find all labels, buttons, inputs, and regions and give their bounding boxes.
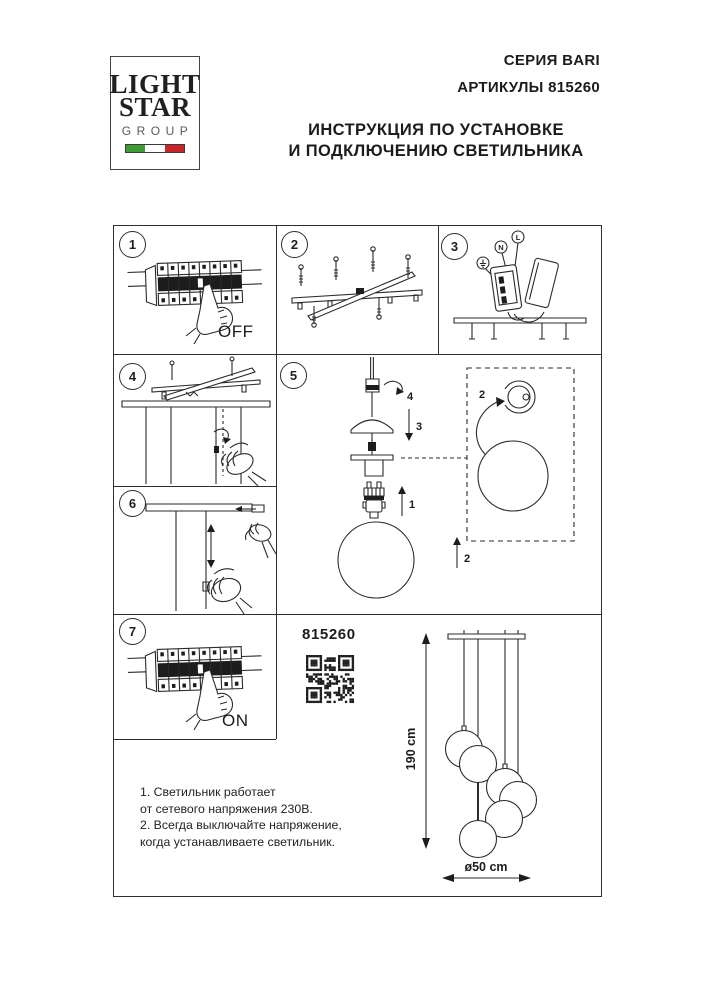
callout-2: 2 — [464, 553, 471, 565]
terminal-n-label: N — [498, 242, 504, 252]
article-number: 815260 — [302, 626, 356, 643]
diameter-dimension-label: ø50 cm — [464, 860, 508, 874]
step-4-badge: 4 — [119, 363, 146, 390]
on-label: ON — [222, 711, 249, 730]
note-line: 2. Всегда выключайте напряжение, — [140, 818, 342, 832]
step-5-badge: 5 — [280, 362, 307, 389]
assembly-illustration — [276, 354, 601, 614]
canopy-mounting-illustration — [114, 354, 276, 486]
step-7-badge: 7 — [119, 618, 146, 645]
note-line: от сетевого напряжения 230В. — [140, 801, 313, 816]
qr-code — [306, 655, 354, 703]
height-dimension-label: 190 cm — [404, 727, 418, 771]
inset-callout-2: 2 — [479, 389, 486, 401]
qr-code-modules — [306, 655, 354, 703]
lightstar-logo — [110, 56, 200, 170]
page-title-line1: ИНСТРУКЦИЯ ПО УСТАНОВКЕ — [308, 121, 564, 139]
series-title: СЕРИЯ BARI — [503, 52, 600, 69]
collar-ring-icon — [498, 381, 535, 413]
articles-title: АРТИКУЛЫ 815260 — [457, 79, 600, 96]
logo-word-star: STAR — [118, 92, 192, 122]
earth-terminal-icon — [477, 257, 489, 269]
hand-icon — [222, 443, 266, 486]
callout-3: 3 — [416, 421, 423, 433]
halogen-bulb-icon — [363, 482, 385, 518]
step-2-badge: 2 — [281, 231, 308, 258]
grid-line — [114, 739, 276, 740]
page-title — [240, 120, 632, 162]
safety-notes — [140, 784, 342, 850]
pendant-dimensions-illustration — [396, 619, 601, 891]
page-title-line2: И ПОДКЛЮЧЕНИЮ СВЕТИЛЬНИКА — [288, 142, 584, 160]
italian-flag-icon — [125, 144, 185, 153]
height-adjustment-illustration — [114, 486, 276, 614]
step-3-badge: 3 — [441, 233, 468, 260]
hand-icon — [203, 569, 252, 614]
note-line: 1. Светильник работает — [140, 785, 276, 799]
instruction-grid — [113, 225, 602, 897]
breaker-on-illustration — [114, 614, 276, 739]
callout-1: 1 — [409, 499, 416, 511]
bracket-illustration — [276, 226, 438, 354]
off-label: OFF — [218, 322, 254, 341]
step-6-badge: 6 — [119, 490, 146, 517]
callout-4: 4 — [407, 391, 414, 403]
terminal-l-label: L — [515, 232, 521, 242]
logo-word-group: GROUP — [121, 124, 194, 138]
logo-word-light: LIGHT — [109, 69, 201, 99]
step-1-badge: 1 — [119, 231, 146, 258]
hand-icon — [246, 522, 277, 558]
wiring-illustration — [438, 226, 601, 354]
note-line: когда устанавливаете светильник. — [140, 834, 336, 849]
